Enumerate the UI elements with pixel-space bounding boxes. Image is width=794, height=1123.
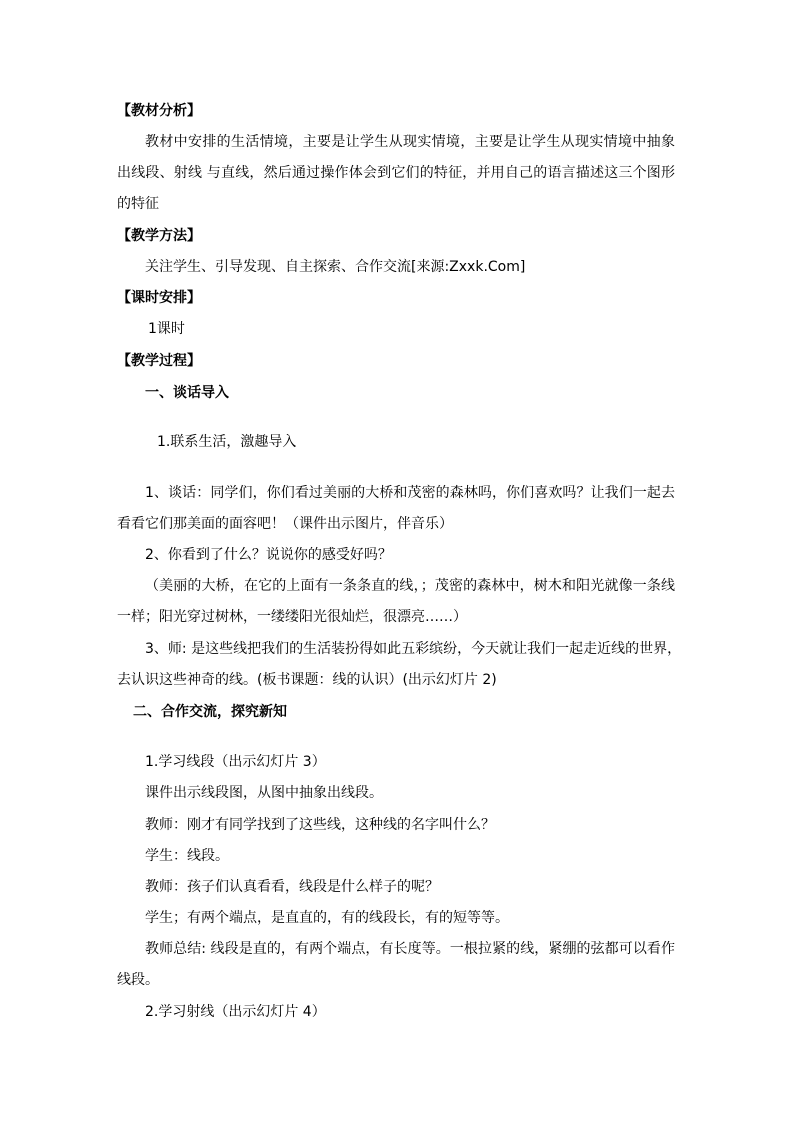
- paragraph-analysis-line-1: 教材中安排的生活情境，主要是让学生从现实情境，主要是让学生从现实情境中抽象: [145, 134, 675, 150]
- paragraph-analysis-line-2: 出线段、射线 与直线，然后通过操作体会到它们的特征，并用自己的语言描述这三个图形: [117, 165, 675, 181]
- section-1-para-3-line-1: （美丽的大桥，在它的上面有一条条直的线，；茂密的森林中，树木和阳光就像一条线: [145, 578, 675, 594]
- section-2-title: 二、合作交流，探究新知: [133, 704, 287, 720]
- section-2-subtitle-1: 1.学习线段（出示幻灯片 3）: [145, 754, 326, 770]
- section-1-para-2: 2、你看到了什么？说说你的感受好吗？: [145, 547, 392, 563]
- heading-method: 【教学方法】: [117, 228, 201, 244]
- section-1-para-4-line-2: 去认识这些神奇的线。(板书课题：线的认识）(出示幻灯片 2): [117, 672, 497, 688]
- heading-process: 【教学过程】: [117, 353, 201, 369]
- section-1-para-1-line-1: 1、谈话：同学们，你们看过美丽的大桥和茂密的森林吗，你们喜欢吗？让我们一起去: [145, 485, 675, 501]
- section-2-para-5: 学生；有两个端点，是直直的，有的线段长，有的短等等。: [145, 910, 509, 926]
- heading-schedule: 【课时安排】: [117, 290, 201, 306]
- section-1-title: 一、谈话导入: [145, 385, 229, 401]
- paragraph-method: 关注学生、引导发现、自主探索、合作交流[来源:Zxxk.Com]: [145, 259, 526, 275]
- section-2-para-4: 教师：孩子们认真看看，线段是什么样子的呢？: [145, 879, 439, 895]
- section-1-subtitle: 1.联系生活，激趣导入: [157, 434, 297, 450]
- section-2-subtitle-2: 2.学习射线（出示幻灯片 4）: [145, 1004, 326, 1020]
- paragraph-schedule: 1课时: [148, 321, 185, 337]
- section-2-para-6-line-2: 线段。: [117, 972, 159, 988]
- section-1-para-3-line-2: 一样；阳光穿过树林，一缕缕阳光很灿烂，很漂亮……）: [117, 609, 467, 625]
- section-2-para-6-line-1: 教师总结: 线段是直的，有两个端点，有长度等。一根拉紧的线，紧绷的弦都可以看作: [145, 941, 675, 957]
- section-1-para-1-line-2: 看看它们那美面的面容吧！（课件出示图片，伴音乐）: [117, 516, 453, 532]
- section-1-para-4-line-1: 3、师: 是这些线把我们的生活装扮得如此五彩缤纷，今天就让我们一起走近线的世界，: [145, 641, 682, 657]
- section-2-para-3: 学生：线段。: [145, 848, 229, 864]
- paragraph-analysis-line-3: 的特征: [117, 196, 159, 212]
- section-2-para-1: 课件出示线段图，从图中抽象出线段。: [145, 785, 383, 801]
- section-2-para-2: 教师：刚才有同学找到了这些线，这种线的名字叫什么？: [145, 817, 495, 833]
- heading-analysis: 【教材分析】: [117, 103, 201, 119]
